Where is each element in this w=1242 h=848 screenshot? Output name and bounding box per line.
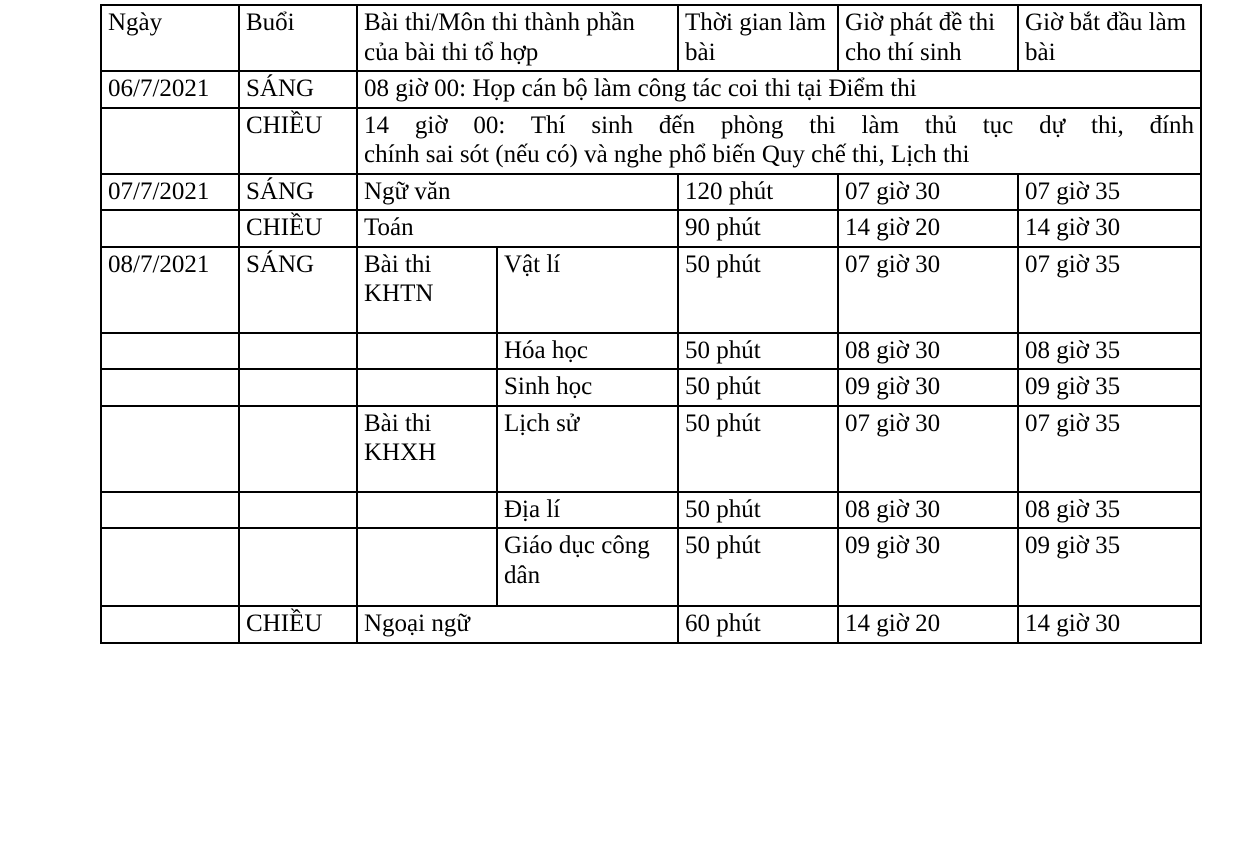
cell-nhom-bai-thi — [357, 247, 497, 333]
cell-buoi: SÁNG — [239, 71, 357, 108]
cell-gio-bat-dau: 14 giờ 30 — [1018, 210, 1201, 247]
cell-mon-thi: Vật lí — [497, 247, 678, 333]
table-row — [101, 174, 1201, 211]
cell-thoi-gian: 50 phút — [678, 492, 838, 529]
cell-mon-thi: Hóa học — [497, 333, 678, 370]
noi-dung-line-2: chính sai sót (nếu có) và nghe phổ biến Quy chế thi, Lịch thi — [364, 141, 970, 168]
cell-mon-thi: Ngoại ngữ — [357, 606, 678, 643]
cell-thoi-gian: 120 phút — [678, 174, 838, 211]
table-row — [101, 606, 1201, 643]
cell-thoi-gian: 50 phút — [678, 369, 838, 406]
header-bai-thi: Bài thi/Môn thi thành phần của bài thi tổ hợp — [357, 5, 678, 71]
cell-ngay — [101, 210, 239, 247]
cell-ngay: 08/7/2021 — [101, 247, 239, 333]
cell-buoi: CHIỀU — [239, 210, 357, 247]
cell-buoi — [239, 406, 357, 492]
header-gio-phat-de: Giờ phát đề thi cho thí sinh — [838, 5, 1018, 71]
cell-nhom-bai-thi — [357, 528, 497, 606]
table-header — [101, 5, 1201, 71]
nhom-line-1: Bài thi — [364, 250, 432, 278]
cell-ngay — [101, 492, 239, 529]
cell-thoi-gian: 50 phút — [678, 333, 838, 370]
cell-thoi-gian: 50 phút — [678, 406, 838, 492]
cell-mon-thi: Toán — [357, 210, 678, 247]
cell-buoi — [239, 528, 357, 606]
table-row — [101, 247, 1201, 333]
cell-buoi — [239, 492, 357, 529]
cell-buoi: SÁNG — [239, 247, 357, 333]
table-row — [101, 210, 1201, 247]
cell-ngay — [101, 606, 239, 643]
cell-gio-phat-de: 07 giờ 30 — [838, 247, 1018, 333]
cell-ngay: 06/7/2021 — [101, 71, 239, 108]
cell-gio-bat-dau: 07 giờ 35 — [1018, 174, 1201, 211]
cell-nhom-bai-thi — [357, 406, 497, 492]
cell-gio-phat-de: 08 giờ 30 — [838, 492, 1018, 529]
cell-gio-bat-dau: 07 giờ 35 — [1018, 406, 1201, 492]
cell-thoi-gian: 60 phút — [678, 606, 838, 643]
cell-gio-phat-de: 07 giờ 30 — [838, 174, 1018, 211]
table-row — [101, 369, 1201, 406]
table-body — [101, 71, 1201, 643]
table-row — [101, 71, 1201, 108]
cell-mon-thi: Ngữ văn — [357, 174, 678, 211]
cell-thoi-gian: 50 phút — [678, 528, 838, 606]
header-buoi: Buổi — [239, 5, 357, 71]
noi-dung-line-1: 14 giờ 00: Thí sinh đến phòng thi làm thủ tục dự thi, đính — [364, 111, 1195, 139]
cell-buoi — [239, 369, 357, 406]
cell-gio-phat-de: 09 giờ 30 — [838, 369, 1018, 406]
cell-gio-bat-dau: 14 giờ 30 — [1018, 606, 1201, 643]
cell-gio-phat-de: 08 giờ 30 — [838, 333, 1018, 370]
header-row — [101, 5, 1201, 71]
cell-thoi-gian: 50 phút — [678, 247, 838, 333]
cell-gio-bat-dau: 08 giờ 35 — [1018, 492, 1201, 529]
cell-mon-thi: Lịch sử — [497, 406, 678, 492]
cell-nhom-bai-thi — [357, 492, 497, 529]
cell-buoi: CHIỀU — [239, 606, 357, 643]
cell-gio-bat-dau: 08 giờ 35 — [1018, 333, 1201, 370]
cell-mon-thi: Địa lí — [497, 492, 678, 529]
table-row — [101, 333, 1201, 370]
table-row — [101, 528, 1201, 606]
cell-gio-phat-de: 09 giờ 30 — [838, 528, 1018, 606]
cell-noi-dung: 08 giờ 00: Họp cán bộ làm công tác coi thi tại Điểm thi — [357, 71, 1201, 108]
cell-ngay: 07/7/2021 — [101, 174, 239, 211]
cell-nhom-bai-thi — [357, 369, 497, 406]
header-gio-bat-dau: Giờ bắt đầu làm bài — [1018, 5, 1201, 71]
cell-gio-phat-de: 14 giờ 20 — [838, 210, 1018, 247]
cell-nhom-bai-thi — [357, 333, 497, 370]
nhom-line-2: KHXH — [364, 439, 437, 466]
cell-gio-bat-dau: 09 giờ 35 — [1018, 369, 1201, 406]
table-row — [101, 108, 1201, 174]
table-row — [101, 492, 1201, 529]
cell-ngay — [101, 108, 239, 174]
cell-gio-bat-dau: 07 giờ 35 — [1018, 247, 1201, 333]
nhom-line-1: Bài thi — [364, 409, 432, 437]
cell-ngay — [101, 528, 239, 606]
cell-gio-phat-de: 14 giờ 20 — [838, 606, 1018, 643]
cell-gio-bat-dau: 09 giờ 35 — [1018, 528, 1201, 606]
cell-noi-dung — [357, 108, 1201, 174]
cell-buoi: SÁNG — [239, 174, 357, 211]
cell-ngay — [101, 406, 239, 492]
header-ngay: Ngày — [101, 5, 239, 71]
cell-thoi-gian: 90 phút — [678, 210, 838, 247]
cell-buoi: CHIỀU — [239, 108, 357, 174]
cell-buoi — [239, 333, 357, 370]
exam-schedule-table — [100, 4, 1202, 644]
cell-gio-phat-de: 07 giờ 30 — [838, 406, 1018, 492]
nhom-line-2: KHTN — [364, 280, 434, 307]
table-row — [101, 406, 1201, 492]
cell-ngay — [101, 333, 239, 370]
cell-ngay — [101, 369, 239, 406]
cell-mon-thi: Sinh học — [497, 369, 678, 406]
cell-mon-thi: Giáo dục công dân — [497, 528, 678, 606]
header-thoi-gian: Thời gian làm bài — [678, 5, 838, 71]
